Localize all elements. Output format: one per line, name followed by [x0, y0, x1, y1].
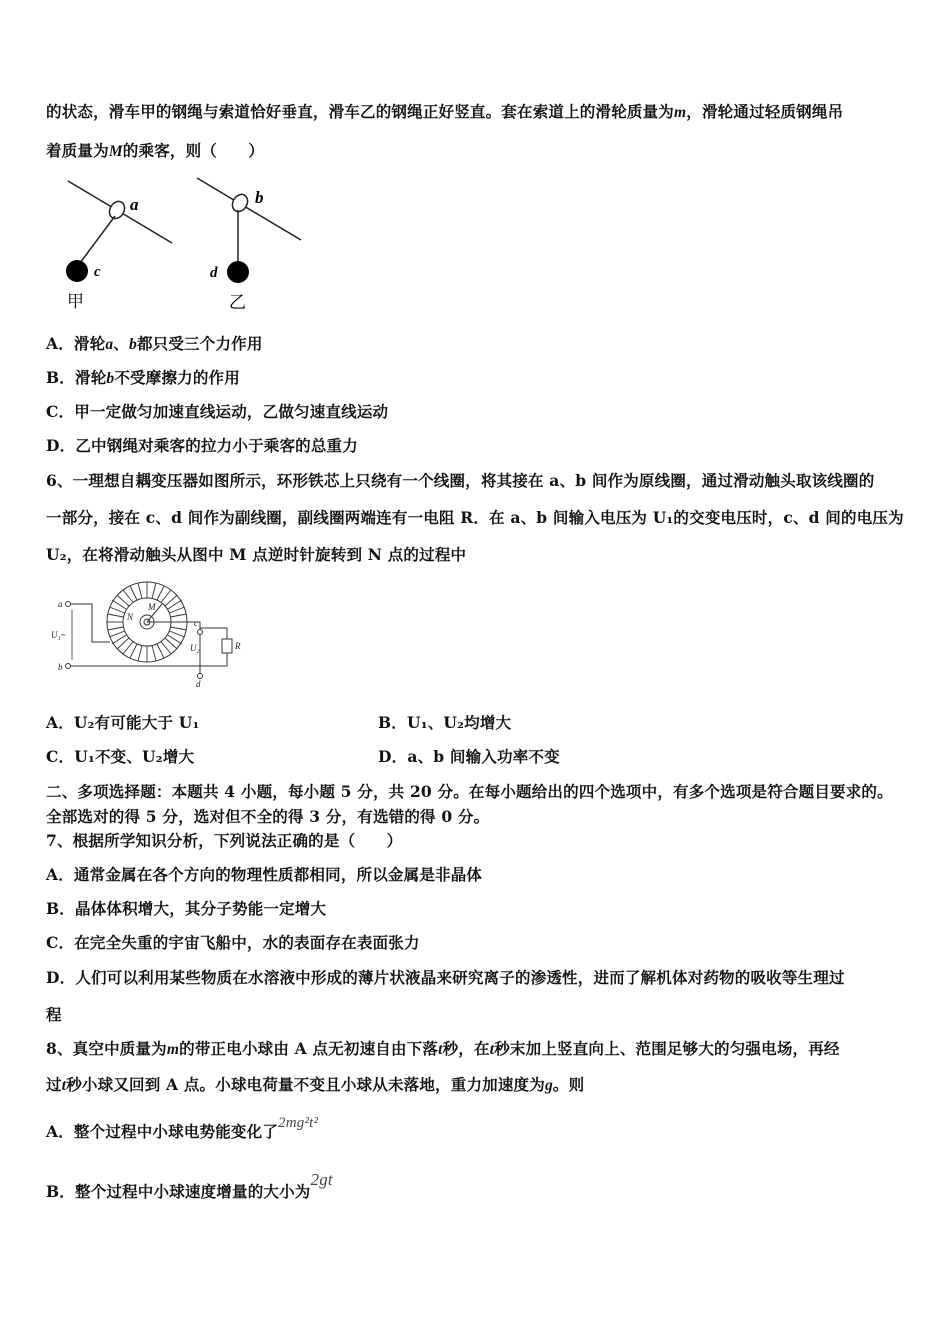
q5-option-b: B．滑轮b不受摩擦力的作用 [46, 368, 240, 387]
label-jia: 甲 [67, 292, 84, 311]
terminal-b [66, 664, 71, 669]
q6-option-d: D．a、b 间输入功率不变 [378, 747, 560, 766]
fig6-label-M: M [148, 602, 156, 612]
q6-stem-line3: U₂，在将滑动触头从图中 M 点逆时针旋转到 N 点的过程中 [46, 545, 467, 564]
fig6-label-b: b [58, 662, 63, 672]
fig6-label-R: R [235, 641, 241, 651]
fig6-label-d: d [196, 679, 201, 689]
q7-option-a: A．通常金属在各个方向的物理性质都相同，所以金属是非晶体 [46, 865, 483, 884]
terminal-a [66, 602, 71, 607]
q8-stem-line2: 过t秒小球又回到 A 点。小球电荷量不变且小球从未落地，重力加速度为g。则 [46, 1075, 585, 1094]
formula-energy: 2mg²t² [278, 1115, 319, 1131]
label-b: b [255, 188, 264, 207]
var-M: M [108, 143, 123, 160]
terminal-c [198, 630, 203, 635]
terminal-d [198, 674, 203, 679]
pulley-b [229, 192, 250, 215]
q5-stem-line1: 的状态，滑车甲的钢绳与索道恰好垂直，滑车乙的钢绳正好竖直。套在索道上的滑轮质量为m，滑轮通过轻质钢绳吊 [46, 102, 844, 121]
passenger-d [227, 261, 249, 283]
q5-option-a: A．滑轮a、b都只受三个力作用 [46, 334, 263, 353]
resistor-r [222, 639, 232, 653]
q5-option-d: D．乙中钢绳对乘客的拉力小于乘客的总重力 [46, 436, 358, 455]
formula-velocity: 2gt [310, 1170, 333, 1189]
label-c: c [94, 264, 101, 280]
pulley-a [106, 199, 127, 222]
q7-option-d-line2: 程 [46, 1005, 62, 1024]
q6-stem-line1: 6、一理想自耦变压器如图所示，环形铁芯上只绕有一个线圈，将其接在 a、b 间作为原线圈，通过滑动触头取该线圈的 [46, 471, 875, 490]
section2-line1: 二、多项选择题：本题共 4 小题，每小题 5 分，共 20 分。在每小题给出的四个选项中，有多个选项是符合题目要求的。 [46, 782, 893, 801]
wire-b [68, 650, 200, 666]
fig6-label-U2: U₂ [190, 643, 200, 653]
q7-option-b: B．晶体体积增大，其分子势能一定增大 [46, 899, 327, 918]
fig6-label-N: N [127, 612, 134, 622]
q6-stem-line2: 一部分，接在 c、d 间作为副线圈，副线圈两端连有一电阻 R．在 a、b 间输入电压为 U₁的交变电压时，c、d 间的电压为 [46, 508, 904, 527]
wire-r [200, 628, 227, 639]
label-d: d [210, 265, 218, 281]
cable-yi [197, 178, 301, 240]
section2-line2: 全部选对的得 5 分，选对但不全的得 3 分，有选错的得 0 分。 [46, 807, 490, 826]
fig6-label-c: c [194, 618, 198, 628]
q6-option-b: B．U₁、U₂均增大 [378, 713, 512, 732]
q7-option-c: C．在完全失重的宇宙飞船中，水的表面存在表面张力 [46, 933, 420, 952]
pulley-figure [55, 170, 315, 315]
q7-stem: 7、根据所学知识分析，下列说法正确的是（ ） [46, 831, 403, 850]
q8-stem-line1: 8、真空中质量为m的带正电小球由 A 点无初速自由下落t秒，在t秒末加上竖直向上、范围足够大的匀强电场，再经 [46, 1039, 840, 1058]
wire-r-bottom [200, 653, 227, 666]
label-yi: 乙 [229, 293, 246, 312]
q6-option-a: A．U₂有可能大于 U₁ [46, 713, 200, 732]
wire-a [68, 604, 110, 642]
var-m: m [674, 104, 687, 121]
q5-option-c: C．甲一定做匀加速直线运动，乙做匀速直线运动 [46, 402, 389, 421]
rope-jia [77, 216, 115, 267]
q8-option-b: B．整个过程中小球速度增量的大小为2gt [46, 1170, 333, 1201]
label-a: a [130, 195, 139, 214]
fig6-label-U1: U₁~ [51, 630, 66, 640]
wire-c [147, 622, 200, 638]
q7-option-d-line1: D．人们可以利用某些物质在水溶液中形成的薄片状液晶来研究离子的渗透性，进而了解机体对药物的吸收等生理过 [46, 968, 845, 987]
q6-option-c: C．U₁不变、U₂增大 [46, 747, 195, 766]
q8-option-a: A．整个过程中小球电势能变化了2mg²t² [46, 1115, 319, 1141]
q5-stem-line2: 着质量为M的乘客，则（ ） [46, 141, 265, 160]
autotransformer-figure [50, 580, 250, 690]
passenger-c [66, 260, 88, 282]
fig6-label-a: a [58, 599, 63, 609]
